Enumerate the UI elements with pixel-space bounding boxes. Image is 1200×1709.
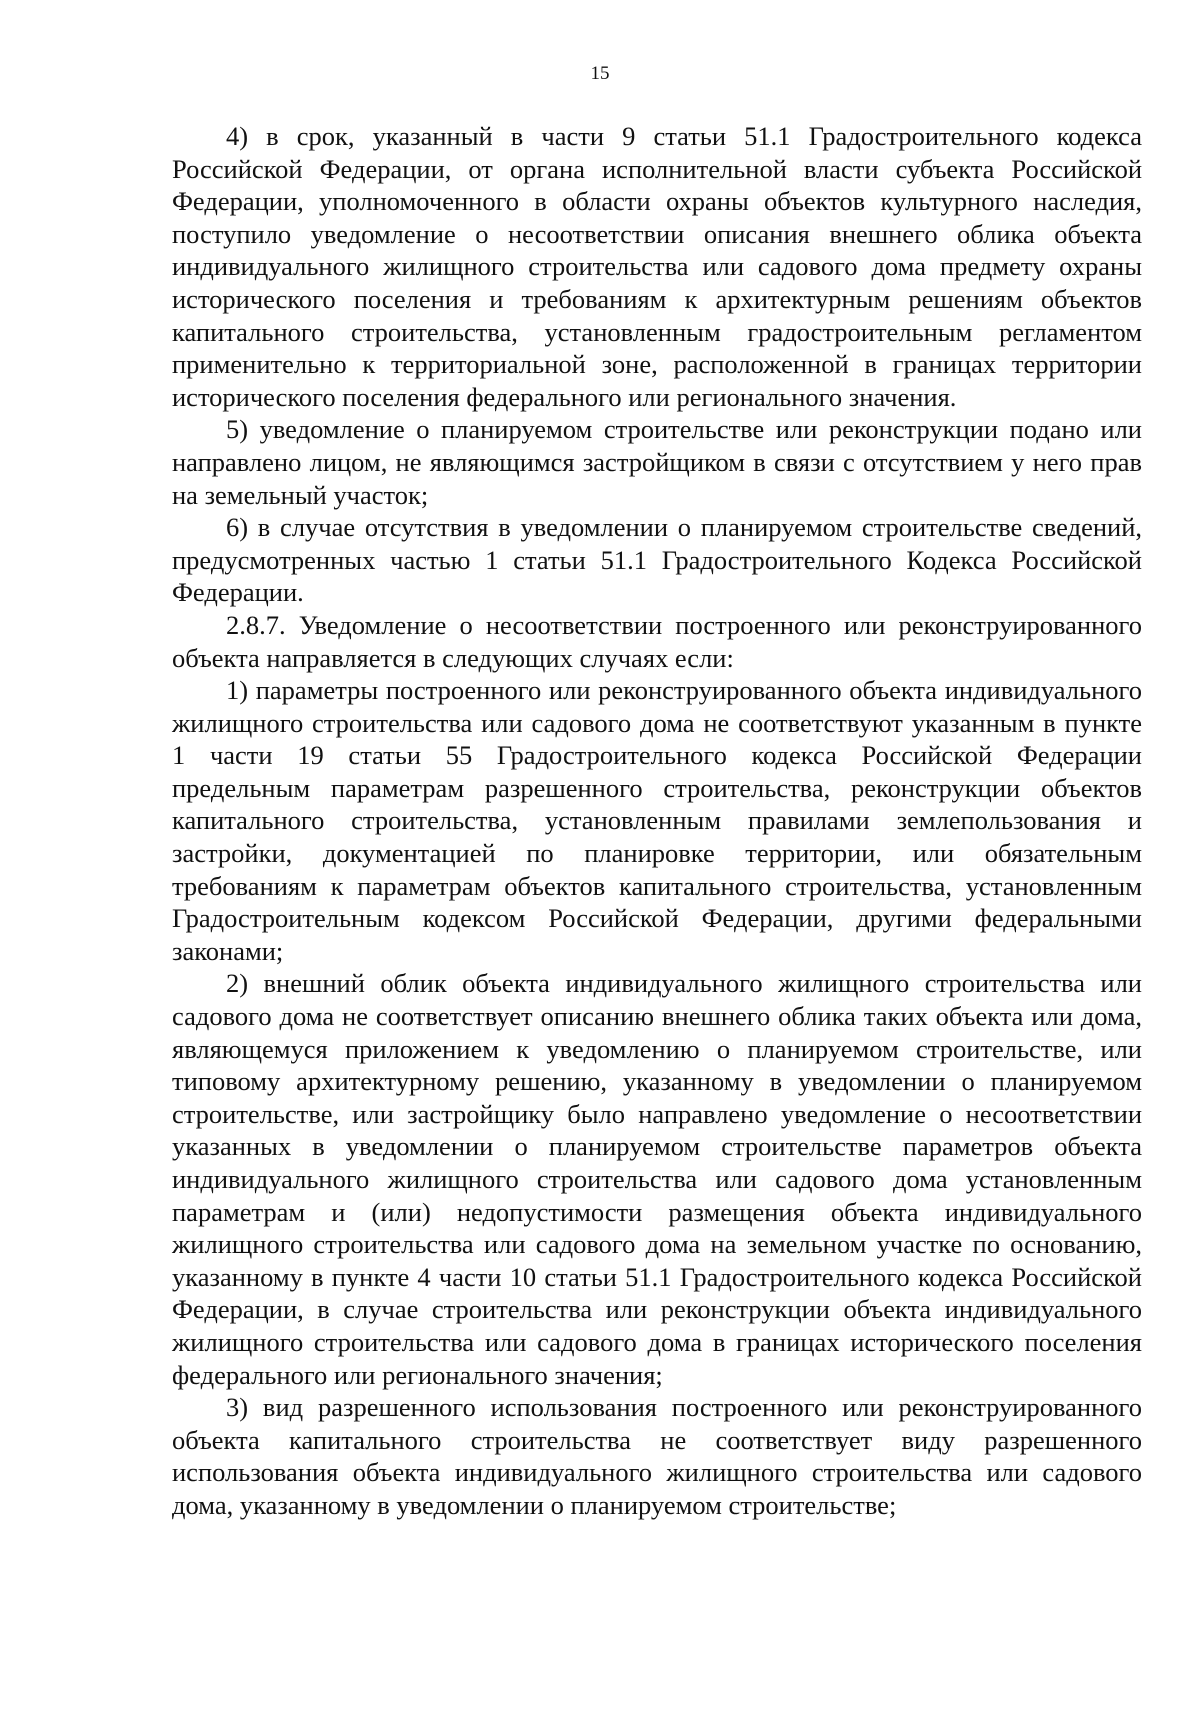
paragraph-item-5: 5) уведомление о планируемом строительстве или реконструкции подано или направлено лицом, не являющимся застройщиком в связи с отсутствием у него прав на земельный участок; <box>172 414 1142 510</box>
document-body <box>172 120 1142 1522</box>
paragraph-item-4: 4) в срок, указанный в части 9 статьи 51.1 Градостроительного кодекса Российской Федерации, от органа исполнительной власти субъекта Российской Федерации, уполномоченного в области охраны объектов культурного наследия, поступило уведомление о несоответствии описания внешнего облика объекта индивидуального жилищного строительства или садового дома предмету охраны исторического поселения и требованиям к архитектурным решениям объектов капитального строительства, установленным градостроительным регламентом применительно к территориальной зоне, расположенной в границах территории исторического поселения федерального или регионального значения. <box>172 121 1142 412</box>
paragraph-item-6: 6) в случае отсутствия в уведомлении о планируемом строительстве сведений, предусмотренных частью 1 статьи 51.1 Градостроительного Кодекса Российской Федерации. <box>172 512 1142 608</box>
paragraph-case-2: 2) внешний облик объекта индивидуального жилищного строительства или садового дома не соответствует описанию внешнего облика таких объекта или дома, являющемуся приложением к уведомлению о планируемом строительстве, или типовому архитектурному решению, указанному в уведомлении о планируемом строительстве, или застройщику было направлено уведомление о несоответствии указанных в уведомлении о планируемом строительстве параметров объекта индивидуального жилищного строительства или садового дома установленным параметрам и (или) недопустимости размещения объекта индивидуального жилищного строительства или садового дома на земельном участке по основанию, указанному в пункте 4 части 10 статьи 51.1 Градостроительного кодекса Российской Федерации, в случае строительства или реконструкции объекта индивидуального жилищного строительства или садового дома в границах исторического поселения федерального или регионального значения; <box>172 968 1142 1390</box>
page-number: 15 <box>590 63 610 84</box>
paragraph-section-2-8-7: 2.8.7. Уведомление о несоответствии построенного или реконструированного объекта направляется в следующих случаях если: <box>172 609 1142 673</box>
paragraph-case-1: 1) параметры построенного или реконструированного объекта индивидуального жилищного строительства или садового дома не соответствуют указанным в пункте 1 части 19 статьи 55 Градостроительного кодекса Российской Федерации предельным параметрам разрешенного строительства, реконструкции объектов капитального строительства, установленным правилами землепользования и застройки, документацией по планировке территории, или обязательным требованиям к параметрам объектов капитального строительства, установленным Градостроительным кодексом Российской Федерации, другими федеральными законами; <box>172 675 1142 966</box>
paragraph-case-3: 3) вид разрешенного использования построенного или реконструированного объекта капитального строительства не соответствует виду разрешенного использования объекта индивидуального жилищного строительства или садового дома, указанному в уведомлении о планируемом строительстве; <box>172 1392 1142 1520</box>
